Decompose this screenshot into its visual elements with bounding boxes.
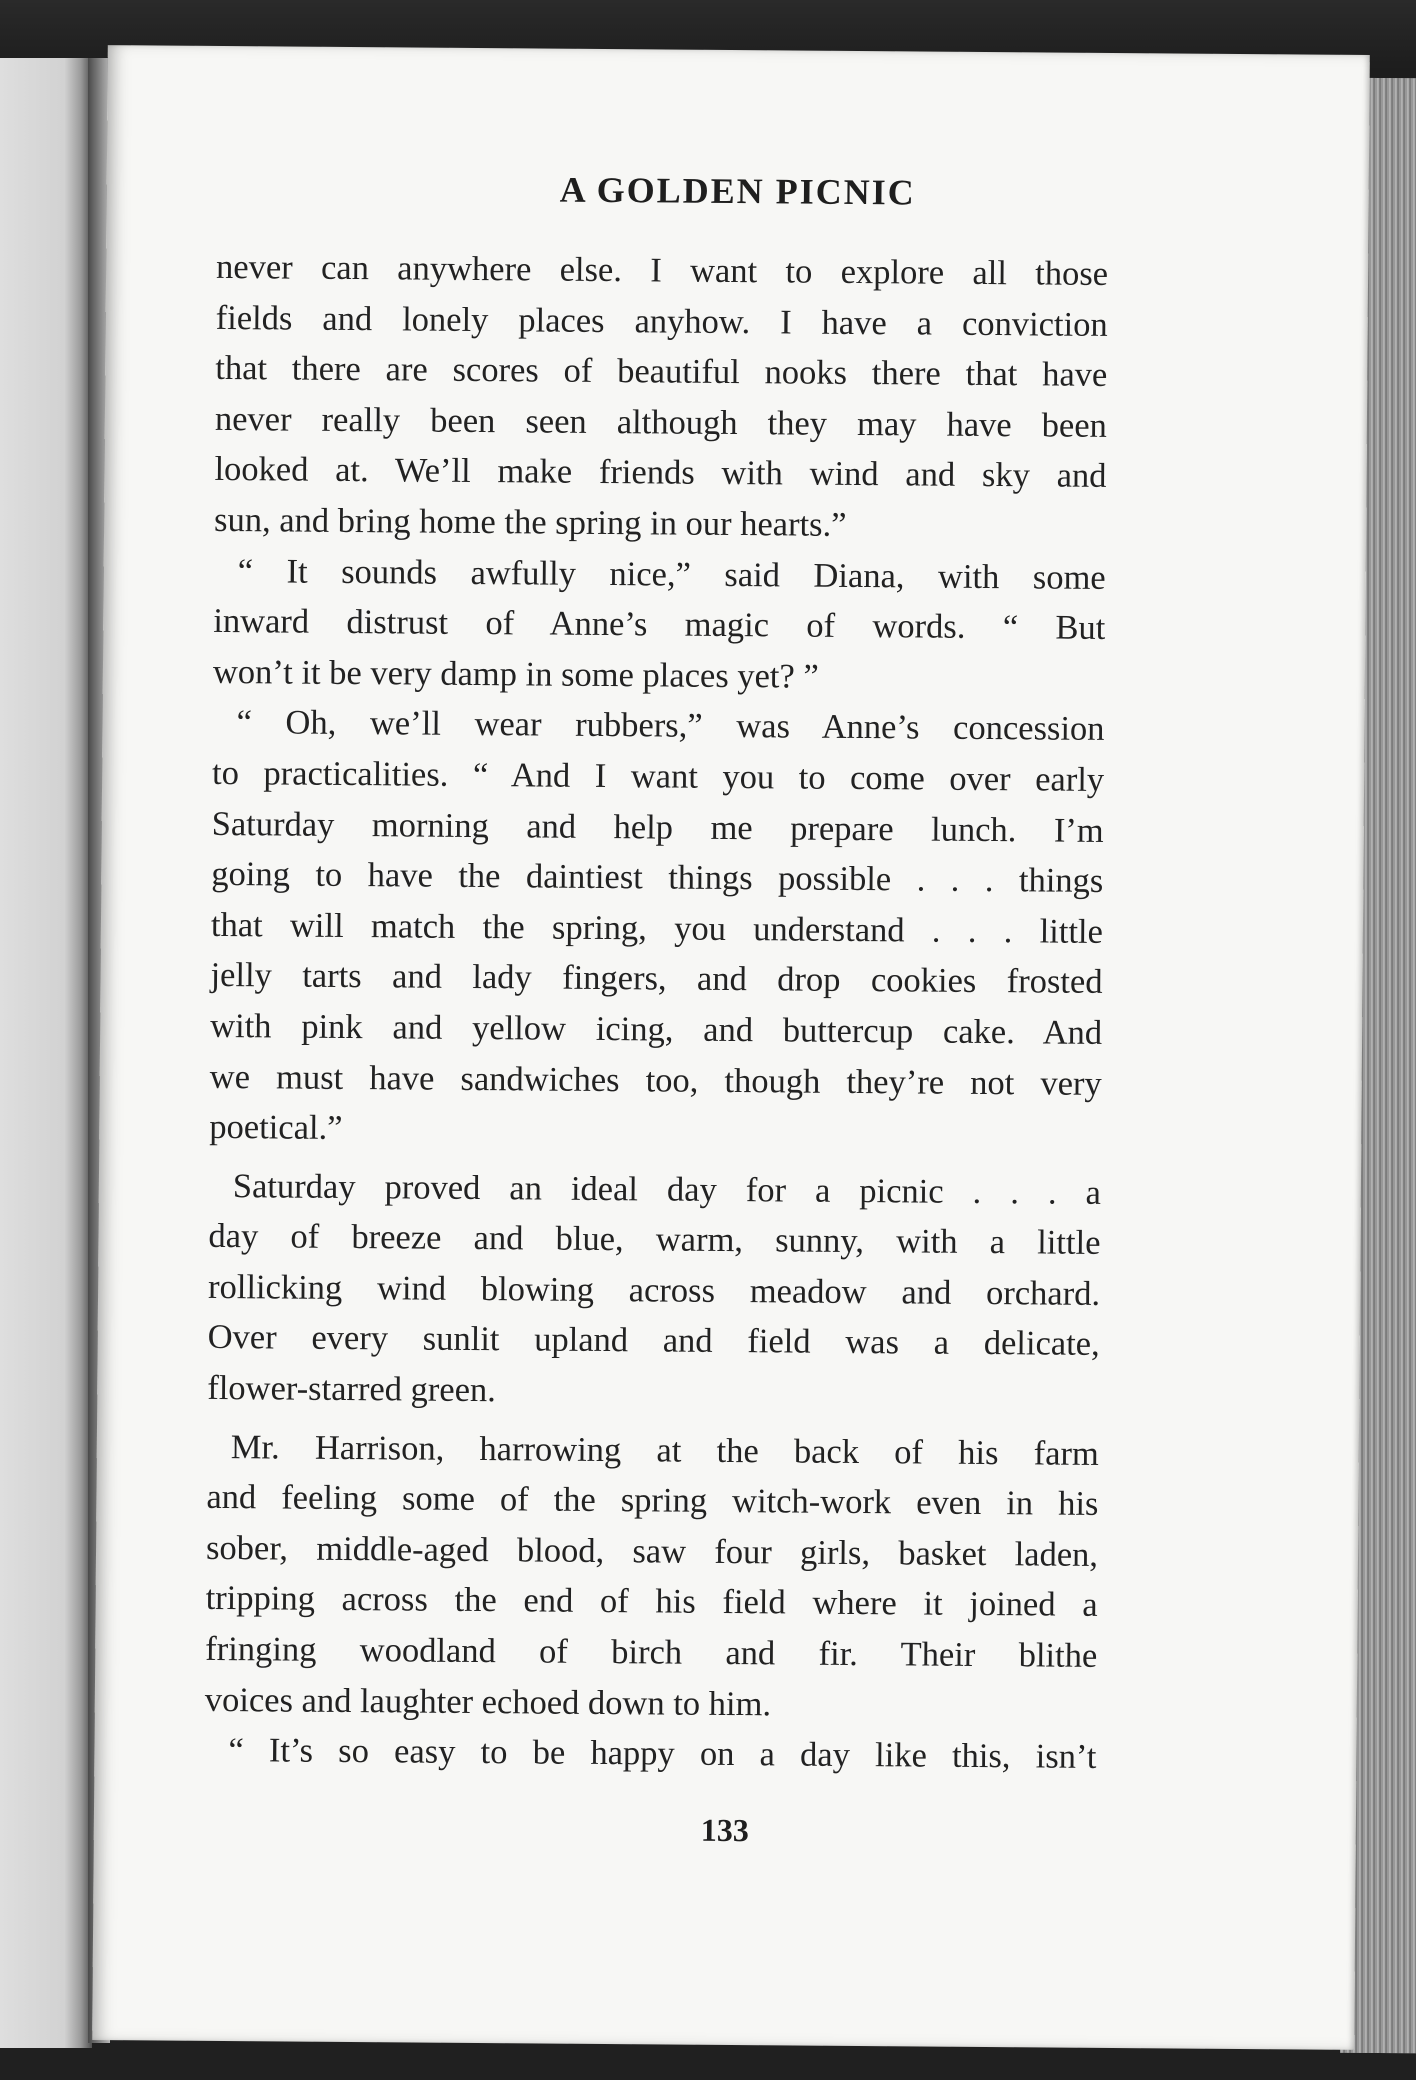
- paragraph: [214, 242, 1108, 553]
- text-line: Saturday morning and help me prepare lunch. I’m: [211, 804, 1104, 850]
- text-line: “ It sounds awfully nice,” said Diana, with some: [237, 551, 1106, 597]
- text-line: Mr. Harrison, harrowing at the back of his farm: [230, 1427, 1099, 1473]
- text-line: sober, middle-aged blood, saw four girls, basket laden,: [205, 1528, 1099, 1574]
- text-line: inward distrust of Anne’s magic of words. “ But: [213, 602, 1106, 648]
- paragraph: [207, 1161, 1101, 1421]
- text-line: won’t it be very damp in some places yet? ”: [212, 652, 819, 696]
- text-line: poetical.”: [209, 1107, 343, 1148]
- paragraph: [209, 697, 1105, 1159]
- text-line: Over every sunlit upland and field was a delicate,: [207, 1318, 1100, 1364]
- paragraph: [213, 545, 1106, 704]
- text-line: fields and lonely places anyhow. I have a conviction: [215, 298, 1108, 344]
- text-line: never really been seen although they may have been: [214, 399, 1108, 445]
- paragraph: [204, 1725, 1096, 1783]
- text-line: voices and laughter echoed down to him.: [204, 1680, 772, 1723]
- text-line: tripping across the end of his field where it joined a: [205, 1579, 1098, 1625]
- text-line: jelly tarts and lady fingers, and drop cookies frosted: [210, 956, 1103, 1002]
- paragraph: [205, 1422, 1099, 1733]
- text-line: Saturday proved an ideal day for a picnic . . . a: [232, 1166, 1102, 1212]
- text-line: that there are scores of beautiful nooks there that have: [215, 349, 1108, 395]
- text-line: rollicking wind blowing across meadow and orchard.: [207, 1267, 1101, 1313]
- book-page: [92, 45, 1370, 2050]
- text-line: never can anywhere else. I want to explore all those: [215, 247, 1109, 293]
- text-line: going to have the daintiest things possible . . . things: [211, 855, 1104, 901]
- text-line: with pink and yellow icing, and buttercup cake. And: [210, 1006, 1103, 1052]
- page-number: 133: [700, 1811, 749, 1849]
- text-line: we must have sandwiches too, though they’re not very: [209, 1057, 1102, 1103]
- running-head: A GOLDEN PICNIC: [559, 169, 916, 213]
- previous-page-edge: [0, 58, 92, 2048]
- text-line: looked at. We’ll make friends with wind and sky and: [214, 450, 1107, 496]
- text-line: to practicalities. “ And I want you to come over early: [211, 753, 1105, 799]
- text-line: that will match the spring, you understand . . . little: [210, 905, 1104, 951]
- text-line: flower-starred green.: [207, 1368, 497, 1410]
- text-line: “ It’s so easy to be happy on a day like this, isn’t: [228, 1731, 1097, 1777]
- text-line: day of breeze and blue, warm, sunny, with a little: [208, 1217, 1101, 1263]
- text-line: fringing woodland of birch and fir. Their blithe: [205, 1629, 1098, 1675]
- text-line: “ Oh, we’ll wear rubbers,” was Anne’s concession: [236, 703, 1105, 749]
- body-text: [204, 242, 1108, 1783]
- text-line: and feeling some of the spring witch-work even in his: [206, 1478, 1099, 1524]
- text-line: sun, and bring home the spring in our hearts.”: [213, 500, 847, 544]
